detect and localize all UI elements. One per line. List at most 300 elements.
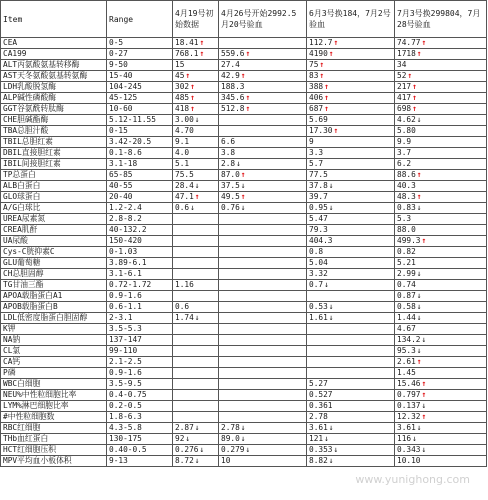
table-row: [1, 38, 487, 49]
arrow-down-icon: ↓: [416, 203, 422, 212]
table-row: [1, 335, 487, 346]
value-text: 0.76: [221, 203, 240, 212]
value-text: 112.7: [309, 38, 333, 47]
value-cell: [173, 379, 219, 390]
value-cell: [395, 71, 487, 82]
value-cell: [219, 390, 307, 401]
item-name-cell: #中性粒细胞数: [1, 412, 107, 423]
value-cell: [395, 368, 487, 379]
value-cell: [219, 269, 307, 280]
reference-range-cell: 0.40-0.5: [107, 445, 173, 456]
value-text: 1718: [397, 49, 416, 58]
value-text: 406: [309, 93, 324, 102]
value-cell: [395, 159, 487, 170]
reference-range-cell: 3.1-18: [107, 159, 173, 170]
reference-range-cell: 9-13: [107, 456, 173, 467]
value-cell: [307, 225, 395, 236]
item-name-cell: Cys-C胱抑素C: [1, 247, 107, 258]
value-cell: [173, 148, 219, 159]
arrow-down-icon: ↓: [421, 401, 427, 410]
value-text: 3.61: [397, 423, 416, 432]
value-text: 217: [397, 82, 412, 91]
item-name-cell: LYM%淋巴细胞比率: [1, 401, 107, 412]
table-row: [1, 456, 487, 467]
table-row: [1, 214, 487, 225]
table-body: [1, 38, 487, 467]
value-cell: [219, 423, 307, 434]
value-cell: [173, 60, 219, 71]
value-cell: [395, 49, 487, 60]
value-text: 49.5: [221, 192, 240, 201]
value-text: 9.9: [397, 137, 412, 146]
value-text: 48.3: [397, 192, 416, 201]
value-text: 18.41: [175, 38, 199, 47]
value-text: 404.3: [309, 236, 333, 245]
arrow-down-icon: ↓: [416, 115, 422, 124]
value-text: 134.2: [397, 335, 421, 344]
value-cell: [219, 38, 307, 49]
value-cell: [219, 214, 307, 225]
value-cell: [173, 368, 219, 379]
value-cell: [219, 379, 307, 390]
table-row: [1, 302, 487, 313]
value-cell: [173, 214, 219, 225]
value-cell: [307, 379, 395, 390]
value-cell: [173, 126, 219, 137]
value-cell: [173, 104, 219, 115]
item-name-cell: MPV平均血小板体积: [1, 456, 107, 467]
table-row: [1, 71, 487, 82]
value-text: 1.16: [175, 280, 194, 289]
value-cell: [219, 93, 307, 104]
arrow-down-icon: ↓: [416, 291, 422, 300]
value-text: 1.44: [397, 313, 416, 322]
value-text: 4.67: [397, 324, 416, 333]
value-cell: [219, 181, 307, 192]
value-cell: [173, 269, 219, 280]
value-text: 92: [175, 434, 185, 443]
value-cell: [219, 225, 307, 236]
arrow-up-icon: ↑: [199, 38, 205, 47]
value-cell: [173, 38, 219, 49]
value-text: 0.276: [175, 445, 199, 454]
value-cell: [395, 258, 487, 269]
value-text: 52: [397, 71, 407, 80]
value-cell: [173, 225, 219, 236]
arrow-down-icon: ↓: [240, 423, 246, 432]
reference-range-cell: 5.12-11.55: [107, 115, 173, 126]
arrow-down-icon: ↓: [194, 115, 200, 124]
value-cell: [173, 71, 219, 82]
value-text: 5.27: [309, 379, 328, 388]
item-name-cell: NA钠: [1, 335, 107, 346]
value-cell: [395, 236, 487, 247]
value-text: 3.32: [309, 269, 328, 278]
arrow-down-icon: ↓: [328, 456, 334, 465]
value-cell: [395, 137, 487, 148]
item-name-cell: THb血红蛋白: [1, 434, 107, 445]
value-text: 0.527: [309, 390, 333, 399]
value-text: 77.5: [309, 170, 328, 179]
arrow-up-icon: ↑: [421, 236, 427, 245]
value-cell: [219, 302, 307, 313]
value-cell: [219, 115, 307, 126]
table-row: [1, 269, 487, 280]
value-cell: [307, 181, 395, 192]
item-name-cell: DBIL直接胆红素: [1, 148, 107, 159]
value-cell: [173, 434, 219, 445]
value-cell: [219, 192, 307, 203]
value-cell: [219, 49, 307, 60]
reference-range-cell: 137-147: [107, 335, 173, 346]
item-name-cell: GLO球蛋白: [1, 192, 107, 203]
value-text: 0.87: [397, 291, 416, 300]
table-row: [1, 291, 487, 302]
value-cell: [395, 280, 487, 291]
reference-range-cell: 104-245: [107, 82, 173, 93]
value-cell: [173, 181, 219, 192]
value-cell: [307, 346, 395, 357]
value-cell: [395, 225, 487, 236]
value-text: 5.3: [397, 214, 412, 223]
value-text: 0.53: [309, 302, 328, 311]
value-cell: [173, 203, 219, 214]
table-row: [1, 148, 487, 159]
table-row: [1, 247, 487, 258]
value-cell: [219, 291, 307, 302]
value-cell: [395, 445, 487, 456]
table-row: [1, 423, 487, 434]
column-header-range: Range: [107, 1, 173, 38]
value-text: 2.78: [309, 412, 328, 421]
arrow-down-icon: ↓: [190, 203, 195, 212]
value-cell: [173, 170, 219, 181]
value-text: 0.74: [397, 280, 416, 289]
item-name-cell: ALP碱性磷酸酶: [1, 93, 107, 104]
item-name-cell: ALB白蛋白: [1, 181, 107, 192]
value-cell: [395, 126, 487, 137]
column-header-may20: 4月26号开始2992.5月20号验血: [219, 1, 307, 38]
reference-range-cell: 2-3.1: [107, 313, 173, 324]
arrow-down-icon: ↓: [194, 423, 200, 432]
arrow-up-icon: ↑: [319, 60, 325, 69]
value-text: 6.2: [397, 159, 412, 168]
value-cell: [395, 379, 487, 390]
item-name-cell: GLU葡萄糖: [1, 258, 107, 269]
value-text: 0.797: [397, 390, 421, 399]
value-cell: [219, 357, 307, 368]
value-cell: [307, 148, 395, 159]
item-name-cell: RBC红细胞: [1, 423, 107, 434]
value-text: 1.61: [309, 313, 328, 322]
value-cell: [219, 247, 307, 258]
value-cell: [219, 280, 307, 291]
arrow-down-icon: ↓: [236, 159, 241, 168]
arrow-up-icon: ↑: [328, 49, 334, 58]
value-cell: [173, 313, 219, 324]
value-text: 83: [309, 71, 319, 80]
reference-range-cell: 0-1.03: [107, 247, 173, 258]
value-cell: [307, 313, 395, 324]
reference-range-cell: 0.9-1.6: [107, 368, 173, 379]
arrow-down-icon: ↓: [240, 434, 246, 443]
value-cell: [307, 115, 395, 126]
table-row: [1, 445, 487, 456]
item-name-cell: UA尿酸: [1, 236, 107, 247]
value-cell: [395, 115, 487, 126]
value-cell: [395, 181, 487, 192]
value-text: 5.04: [309, 258, 328, 267]
arrow-up-icon: ↑: [185, 71, 191, 80]
value-text: 75.5: [175, 170, 194, 179]
value-cell: [307, 445, 395, 456]
table-row: [1, 236, 487, 247]
arrow-up-icon: ↑: [421, 412, 427, 421]
table-row: [1, 137, 487, 148]
value-cell: [395, 170, 487, 181]
value-cell: [307, 49, 395, 60]
item-name-cell: CL氯: [1, 346, 107, 357]
arrow-up-icon: ↑: [240, 170, 246, 179]
value-cell: [219, 313, 307, 324]
column-header-jul2: 6月3号换184，7月2号验血: [307, 1, 395, 38]
value-cell: [395, 324, 487, 335]
value-text: 89.0: [221, 434, 240, 443]
value-cell: [173, 291, 219, 302]
value-text: 8.72: [175, 456, 194, 465]
value-text: 15: [175, 60, 185, 69]
reference-range-cell: 20-40: [107, 192, 173, 203]
value-text: 87.0: [221, 170, 240, 179]
value-cell: [395, 412, 487, 423]
arrow-down-icon: ↓: [416, 313, 422, 322]
arrow-down-icon: ↓: [199, 445, 205, 454]
value-cell: [307, 126, 395, 137]
value-cell: [307, 192, 395, 203]
value-text: 5.69: [309, 115, 328, 124]
value-text: 5.80: [397, 126, 416, 135]
value-cell: [173, 93, 219, 104]
value-cell: [173, 192, 219, 203]
value-cell: [307, 203, 395, 214]
value-cell: [307, 291, 395, 302]
value-cell: [219, 445, 307, 456]
reference-range-cell: 0-15: [107, 126, 173, 137]
arrow-down-icon: ↓: [416, 302, 422, 311]
arrow-down-icon: ↓: [194, 313, 200, 322]
header-row: [1, 1, 487, 38]
item-name-cell: TG甘油三酯: [1, 280, 107, 291]
value-cell: [219, 236, 307, 247]
value-cell: [173, 401, 219, 412]
value-text: 27.4: [221, 60, 240, 69]
reference-range-cell: 99-110: [107, 346, 173, 357]
item-name-cell: CHE胆碱酯酶: [1, 115, 107, 126]
value-cell: [219, 346, 307, 357]
reference-range-cell: 3.5-9.5: [107, 379, 173, 390]
value-cell: [219, 82, 307, 93]
table-row: [1, 170, 487, 181]
reference-range-cell: 10-60: [107, 104, 173, 115]
value-cell: [395, 38, 487, 49]
value-text: 116: [397, 434, 412, 443]
value-cell: [219, 159, 307, 170]
reference-range-cell: 65-85: [107, 170, 173, 181]
value-text: 687: [309, 104, 324, 113]
value-cell: [219, 203, 307, 214]
value-text: 0.83: [397, 203, 416, 212]
value-text: 12.32: [397, 412, 421, 421]
reference-range-cell: 3.89-6.1: [107, 258, 173, 269]
value-cell: [307, 214, 395, 225]
arrow-up-icon: ↑: [416, 170, 422, 179]
item-name-cell: ALT丙氨酸氨基转移酶: [1, 60, 107, 71]
item-name-cell: K钾: [1, 324, 107, 335]
value-cell: [173, 280, 219, 291]
value-text: 345.6: [221, 93, 245, 102]
reference-range-cell: 4.3-5.8: [107, 423, 173, 434]
value-text: 417: [397, 93, 412, 102]
value-cell: [395, 93, 487, 104]
reference-range-cell: 40-55: [107, 181, 173, 192]
value-text: 0.8: [309, 247, 324, 256]
table-row: [1, 93, 487, 104]
value-text: 5.1: [175, 159, 190, 168]
table-row: [1, 368, 487, 379]
value-cell: [219, 412, 307, 423]
value-text: 0.82: [397, 247, 416, 256]
arrow-up-icon: ↑: [199, 49, 205, 58]
value-text: 15.46: [397, 379, 421, 388]
value-text: 2.87: [175, 423, 194, 432]
value-text: 10.10: [397, 456, 421, 465]
arrow-down-icon: ↓: [324, 434, 329, 443]
reference-range-cell: 0.72-1.72: [107, 280, 173, 291]
value-cell: [219, 401, 307, 412]
item-name-cell: TBA总胆汁酸: [1, 126, 107, 137]
reference-range-cell: 40-132.2: [107, 225, 173, 236]
item-name-cell: GGT谷氨酰转肽酶: [1, 104, 107, 115]
value-cell: [307, 159, 395, 170]
table-row: [1, 280, 487, 291]
value-cell: [173, 390, 219, 401]
value-text: 5.47: [309, 214, 328, 223]
table-row: [1, 82, 487, 93]
value-text: 0.6: [175, 302, 190, 311]
reference-range-cell: 0.2-0.5: [107, 401, 173, 412]
value-cell: [395, 82, 487, 93]
value-cell: [219, 258, 307, 269]
value-cell: [395, 192, 487, 203]
table-row: [1, 412, 487, 423]
value-text: 47.1: [175, 192, 194, 201]
arrow-up-icon: ↑: [421, 38, 427, 47]
reference-range-cell: 15-40: [107, 71, 173, 82]
value-text: 79.3: [309, 225, 328, 234]
value-text: 512.8: [221, 104, 245, 113]
value-cell: [395, 60, 487, 71]
table-row: [1, 313, 487, 324]
value-cell: [395, 269, 487, 280]
value-cell: [395, 423, 487, 434]
value-cell: [395, 247, 487, 258]
value-cell: [395, 390, 487, 401]
value-text: 485: [175, 93, 190, 102]
value-cell: [307, 269, 395, 280]
column-header-item: Item: [1, 1, 107, 38]
arrow-down-icon: ↓: [328, 203, 334, 212]
arrow-down-icon: ↓: [194, 181, 200, 190]
value-cell: [307, 82, 395, 93]
value-text: 5.7: [309, 159, 324, 168]
value-cell: [219, 148, 307, 159]
value-cell: [395, 401, 487, 412]
value-cell: [307, 170, 395, 181]
value-text: 4190: [309, 49, 328, 58]
arrow-up-icon: ↑: [421, 379, 427, 388]
value-text: 0.7: [309, 280, 324, 289]
value-cell: [307, 368, 395, 379]
value-cell: [307, 401, 395, 412]
reference-range-cell: 2.1-2.5: [107, 357, 173, 368]
value-text: 39.7: [309, 192, 328, 201]
item-name-cell: UREA尿素氮: [1, 214, 107, 225]
arrow-up-icon: ↑: [245, 104, 251, 113]
value-text: 0.58: [397, 302, 416, 311]
item-name-cell: NEU%中性粒细胞比率: [1, 390, 107, 401]
value-text: 121: [309, 434, 324, 443]
arrow-down-icon: ↓: [328, 313, 334, 322]
arrow-up-icon: ↑: [324, 104, 329, 113]
column-header-jul28: 7月3号换299804，7月28号验血: [395, 1, 487, 38]
value-cell: [219, 324, 307, 335]
value-text: 3.3: [309, 148, 324, 157]
arrow-up-icon: ↑: [190, 82, 195, 91]
table-row: [1, 115, 487, 126]
reference-range-cell: 2.8-8.2: [107, 214, 173, 225]
arrow-up-icon: ↑: [421, 390, 427, 399]
value-text: 188.3: [221, 82, 245, 91]
value-text: 2.61: [397, 357, 416, 366]
value-cell: [307, 335, 395, 346]
value-cell: [307, 324, 395, 335]
value-text: 0.353: [309, 445, 333, 454]
value-cell: [395, 313, 487, 324]
value-cell: [173, 412, 219, 423]
item-name-cell: A/G白球比: [1, 203, 107, 214]
value-cell: [395, 148, 487, 159]
value-cell: [395, 302, 487, 313]
value-text: 95.3: [397, 346, 416, 355]
item-name-cell: CEA: [1, 38, 107, 49]
arrow-down-icon: ↓: [185, 434, 191, 443]
reference-range-cell: 0-27: [107, 49, 173, 60]
table-row: [1, 104, 487, 115]
value-text: 45: [175, 71, 185, 80]
table-row: [1, 60, 487, 71]
reference-range-cell: 3.42-20.5: [107, 137, 173, 148]
value-cell: [173, 302, 219, 313]
reference-range-cell: 1.2-2.4: [107, 203, 173, 214]
value-text: 42.9: [221, 71, 240, 80]
value-cell: [219, 368, 307, 379]
value-text: 4.70: [175, 126, 194, 135]
value-text: 2.8: [221, 159, 236, 168]
arrow-up-icon: ↑: [416, 357, 422, 366]
value-cell: [219, 456, 307, 467]
value-cell: [395, 104, 487, 115]
value-cell: [173, 159, 219, 170]
